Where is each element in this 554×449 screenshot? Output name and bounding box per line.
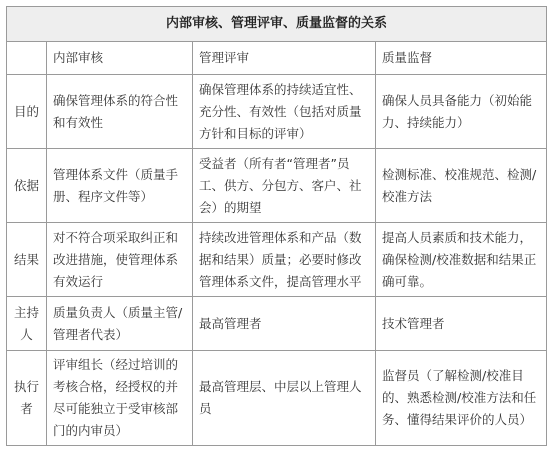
table-row-basis	[7, 149, 547, 223]
cell-executor-internal-audit: 评审组长（经过培训的考核合格，经授权的并尽可能独立于受审核部门的内审员）	[47, 351, 193, 446]
table-row-result	[7, 223, 547, 297]
row-label-result: 结果	[7, 223, 47, 297]
cell-purpose-internal-audit: 确保管理体系的符合性和有效性	[47, 75, 193, 149]
cell-host-quality-supervision: 技术管理者	[376, 297, 547, 351]
row-label-host: 主持人	[7, 297, 47, 351]
cell-host-internal-audit: 质量负责人（质量主管/管理者代表）	[47, 297, 193, 351]
cell-result-management-review: 持续改进管理体系和产品（数据和结果）质量；必要时修改管理体系文件，提高管理水平	[193, 223, 376, 297]
header-internal-audit: 内部审核	[47, 42, 193, 75]
header-corner	[7, 42, 47, 75]
row-label-basis: 依据	[7, 149, 47, 223]
cell-result-internal-audit: 对不符合项采取纠正和改进措施，使管理体系有效运行	[47, 223, 193, 297]
cell-purpose-management-review: 确保管理体系的持续适宜性、充分性、有效性（包括对质量方针和目标的评审）	[193, 75, 376, 149]
cell-basis-quality-supervision: 检测标准、校准规范、检测/校准方法	[376, 149, 547, 223]
cell-basis-internal-audit: 管理体系文件（质量手册、程序文件等）	[47, 149, 193, 223]
cell-result-quality-supervision: 提高人员素质和技术能力，确保检测/校准数据和结果正确可靠。	[376, 223, 547, 297]
cell-host-management-review: 最高管理者	[193, 297, 376, 351]
header-quality-supervision: 质量监督	[376, 42, 547, 75]
relationship-table	[6, 6, 547, 446]
row-label-purpose: 目的	[7, 75, 47, 149]
header-row	[7, 42, 547, 75]
cell-basis-management-review: 受益者（所有者“管理者”员工、供方、分包方、客户、社会）的期望	[193, 149, 376, 223]
table-row-executor	[7, 351, 547, 446]
header-management-review: 管理评审	[193, 42, 376, 75]
cell-executor-management-review: 最高管理层、中层以上管理人员	[193, 351, 376, 446]
cell-purpose-quality-supervision: 确保人员具备能力（初始能力、持续能力）	[376, 75, 547, 149]
table-row-host	[7, 297, 547, 351]
table-row-purpose	[7, 75, 547, 149]
table-title: 内部审核、管理评审、质量监督的关系	[7, 7, 547, 42]
cell-executor-quality-supervision: 监督员（了解检测/校准目的、熟悉检测/校准方法和任务、懂得结果评价的人员）	[376, 351, 547, 446]
row-label-executor: 执行者	[7, 351, 47, 446]
